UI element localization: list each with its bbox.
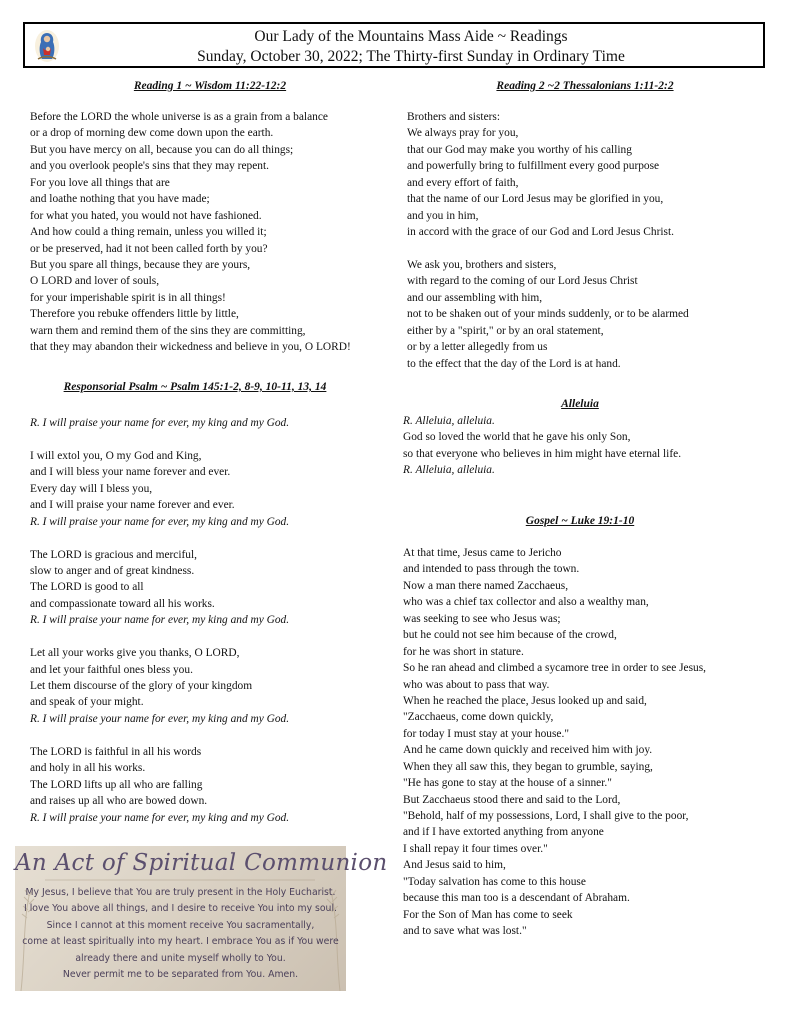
prayer-line: Never permit me to be separated from You. Amen. <box>62 969 299 981</box>
text-line: because this man too is a descendant of Abraham. <box>403 892 630 905</box>
header-subtitle: Sunday, October 30, 2022; The Thirty-first Sunday in Ordinary Time <box>197 48 625 65</box>
text-line: For you love all things that are <box>30 176 170 189</box>
text-line: The LORD is faithful in all his words <box>30 745 202 758</box>
text-line: Brothers and sisters: <box>407 111 501 123</box>
text-line: and you in him, <box>407 209 479 222</box>
text-line: slow to anger and of great kindness. <box>30 564 195 577</box>
psalm-response: R. I will praise your name for ever, my king and my God. <box>30 811 290 824</box>
madonna-icon <box>33 28 61 64</box>
prayer-line: I love You above all things, and I desire to receive You into my soul. <box>24 903 337 915</box>
alleluia-text <box>403 413 681 479</box>
text-line: warn them and remind them of the sins they are committing, <box>30 324 306 337</box>
text-line: and compassionate toward all his works. <box>30 597 215 610</box>
text-line: either by a "spirit," or by an oral statement, <box>407 324 604 337</box>
text-line: I shall repay it four times over." <box>403 842 548 855</box>
text-line: and powerfully bring to fulfillment every good purpose <box>407 160 660 173</box>
text-line: and our assembling with him, <box>407 291 543 304</box>
text-line: At that time, Jesus came to Jericho <box>403 547 562 559</box>
text-line: to the effect that the day of the Lord is at hand. <box>407 357 621 370</box>
text-line: with regard to the coming of our Lord Jesus Christ <box>407 275 638 288</box>
text-line: and raises up all who are bowed down. <box>30 795 208 808</box>
prayer-line: Since I cannot at this moment receive You sacramentally, <box>46 919 315 931</box>
alleluia-response: R. Alleluia, alleluia. <box>403 415 495 427</box>
text-line: For the Son of Man has come to seek <box>403 908 573 921</box>
text-line: But Zacchaeus stood there and said to the Lord, <box>403 793 621 806</box>
alleluia-title: Alleluia <box>561 398 599 410</box>
reading1-title: Reading 1 ~ Wisdom 11:22-12:2 <box>133 80 287 92</box>
text-line: When they all saw this, they began to grumble, saying, <box>403 760 653 773</box>
text-line: that the name of our Lord Jesus may be glorified in you, <box>407 193 664 206</box>
text-line: not to be shaken out of your minds suddenly, or to be alarmed <box>407 308 689 321</box>
text-line: But you have mercy on all, because you can do all things; <box>30 143 294 156</box>
text-line: or a drop of morning dew come down upon the earth. <box>30 127 274 140</box>
text-line: in accord with the grace of our God and Lord Jesus Christ. <box>407 226 674 239</box>
psalm-title: Responsorial Psalm ~ Psalm 145:1-2, 8-9, 10-11, 13, 14 <box>63 381 327 393</box>
text-line: that our God may make you worthy of his calling <box>407 143 632 156</box>
text-line: So he ran ahead and climbed a sycamore tree in order to see Jesus, <box>403 662 707 675</box>
reading1-text <box>30 109 351 356</box>
text-line: for today I must stay at your house." <box>403 727 569 740</box>
text-line: And he came down quickly and received him with joy. <box>403 744 653 757</box>
text-line: and you overlook people's sins that they may repent. <box>30 160 269 173</box>
text-line: and if I have extorted anything from anyone <box>403 826 604 839</box>
gospel-text <box>403 545 706 940</box>
text-line: Let them discourse of the glory of your kingdom <box>30 680 253 692</box>
text-line: and to save what was lost." <box>403 925 527 938</box>
text-line: And Jesus said to him, <box>403 859 506 872</box>
text-line: and let your faithful ones bless you. <box>30 663 193 676</box>
text-line: The LORD is good to all <box>30 581 144 594</box>
text-line: and loathe nothing that you have made; <box>30 193 210 206</box>
card-title: An Act of Spiritual Communion <box>15 850 388 876</box>
text-line: And how could a thing remain, unless you willed it; <box>30 226 267 239</box>
psalm-response: R. I will praise your name for ever, my king and my God. <box>30 712 290 725</box>
text-line: We ask you, brothers and sisters, <box>407 258 557 271</box>
reading2-text <box>407 109 689 372</box>
text-line: Let all your works give you thanks, O LORD, <box>30 647 240 660</box>
header-title: Our Lady of the Mountains Mass Aide ~ Readings <box>254 28 568 45</box>
text-line: who was a chief tax collector and also a wealthy man, <box>403 596 649 609</box>
text-line: Every day will I bless you, <box>30 482 153 495</box>
text-line: Before the LORD the whole universe is as a grain from a balance <box>30 111 328 123</box>
text-line: and intended to pass through the town. <box>403 563 580 576</box>
text-line: and I will praise your name forever and ever. <box>30 499 235 512</box>
text-line: Therefore you rebuke offenders little by little, <box>30 308 239 321</box>
gospel-title: Gospel ~ Luke 19:1-10 <box>525 515 635 527</box>
text-line: "Behold, half of my possessions, Lord, I shall give to the poor, <box>403 810 689 822</box>
text-line: so that everyone who believes in him might have eternal life. <box>403 447 682 460</box>
psalm-response: R. I will praise your name for ever, my king and my God. <box>30 515 290 528</box>
text-line: and holy in all his works. <box>30 762 146 775</box>
text-line: The LORD lifts up all who are falling <box>30 778 203 791</box>
text-line: was seeking to see who Jesus was; <box>403 612 561 625</box>
text-line: for he was short in stature. <box>403 645 524 658</box>
text-line: who was about to pass that way. <box>403 678 550 691</box>
text-line: and every effort of faith, <box>407 176 519 189</box>
prayer-line: already there and unite myself wholly to You. <box>75 952 286 964</box>
text-line: Now a man there named Zacchaeus, <box>403 579 569 592</box>
prayer-line: come at least spiritually into my heart. I embrace You as if You were <box>22 936 339 948</box>
text-line: and speak of your might. <box>30 696 144 709</box>
psalm-response: R. I will praise your name for ever, my king and my God. <box>30 614 290 627</box>
text-line: for your imperishable spirit is in all things! <box>30 291 226 304</box>
spiritual-communion-card <box>15 846 388 991</box>
psalm-text <box>30 415 289 826</box>
text-line: or be preserved, had it not been called forth by you? <box>30 242 268 255</box>
text-line: O LORD and lover of souls, <box>30 275 160 288</box>
text-line: for what you hated, you would not have fashioned. <box>30 209 262 222</box>
text-line: But you spare all things, because they are yours, <box>30 258 251 271</box>
card-prayer <box>15 885 346 983</box>
page-header <box>23 22 765 68</box>
text-line: When he reached the place, Jesus looked up and said, <box>403 694 647 707</box>
text-line: "He has gone to stay at the house of a sinner." <box>403 777 612 790</box>
text-line: "Zacchaeus, come down quickly, <box>403 711 554 724</box>
text-line: but he could not see him because of the crowd, <box>403 629 617 642</box>
prayer-line: My Jesus, I believe that You are truly present in the Holy Eucharist. <box>25 887 336 898</box>
text-line: or by a letter allegedly from us <box>407 341 548 354</box>
reading2-title: Reading 2 ~2 Thessalonians 1:11-2:2 <box>496 80 674 92</box>
text-line: "Today salvation has come to this house <box>403 875 586 888</box>
text-line: and I will bless your name forever and ever. <box>30 466 231 479</box>
alleluia-response: R. Alleluia, alleluia. <box>403 464 495 477</box>
text-line: We always pray for you, <box>407 127 519 140</box>
psalm-response: R. I will praise your name for ever, my king and my God. <box>30 417 290 429</box>
text-line: The LORD is gracious and merciful, <box>30 548 198 561</box>
text-line: that they may abandon their wickedness and believe in you, O LORD! <box>30 341 351 354</box>
text-line: God so loved the world that he gave his only Son, <box>403 431 631 444</box>
text-line: I will extol you, O my God and King, <box>30 449 202 462</box>
